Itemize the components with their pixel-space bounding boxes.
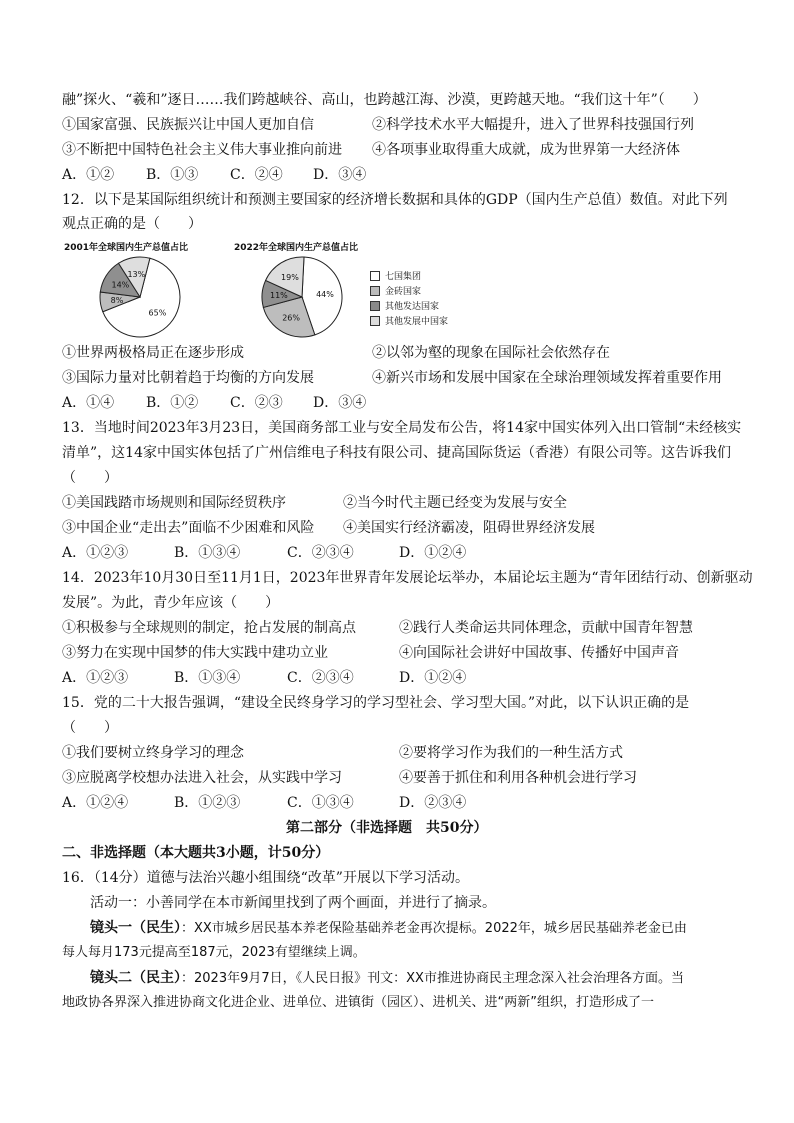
q12-option-1: ①世界两极格局正在逐步形成 [62, 345, 244, 361]
pie-label-developing: 19% [281, 273, 299, 283]
q13-stem-line3: （ ） [62, 470, 118, 486]
legend-swatch-brics [370, 286, 380, 296]
q14-option-3: ③努力在实现中国梦的伟大实践中建功立业 [62, 645, 328, 661]
pie-legend [370, 268, 448, 328]
chart-title-2001: 2001年全球国内生产总值占比 [64, 243, 189, 253]
shot-two-text: ：2023年9月7日，《人民日报》刊文：XX市推进协商民主理念深入社会治理各方面。当 [181, 971, 684, 986]
q14-answer-a: A．①②③ [62, 670, 129, 686]
q13-answer-a: A．①②③ [62, 545, 129, 561]
pie-label-developed: 14% [111, 280, 130, 290]
q15-option-4: ④要善于抓住和利用各种机会进行学习 [399, 770, 637, 786]
q11-answer-c: C．②④ [230, 167, 283, 183]
pie-label-brics: 26% [282, 313, 300, 323]
part-two-heading: 第二部分（非选择题 共50分） [286, 820, 488, 836]
q13-answer-d: D．①②④ [399, 545, 467, 561]
q15-option-1: ①我们要树立终身学习的理念 [62, 745, 244, 761]
shot-two [90, 968, 684, 989]
q13-option-2: ②当今时代主题已经变为发展与安全 [343, 495, 567, 511]
q11-option-2: ②科学技术水平大幅提升，进入了世界科技强国行列 [372, 117, 694, 133]
q14-answer-c: C．②③④ [287, 670, 354, 686]
q15-answer-b: B．①②③ [174, 795, 241, 811]
q15-stem-line1: 15．党的二十大报告强调，“建设全民终身学习的学习型社会、学习型大国。”对此，以下认识正确的是 [62, 695, 690, 711]
q11-option-3: ③不断把中国特色社会主义伟大事业推向前进 [62, 142, 342, 158]
pie-label-g7: 65% [148, 308, 167, 318]
q14-answer-b: B．①③④ [174, 670, 241, 686]
legend-item-developed [370, 298, 448, 313]
q15-answer-c: C．①③④ [287, 795, 354, 811]
q12-answer-b: B．①② [146, 395, 199, 411]
q12-option-2: ②以邻为壑的现象在国际社会依然存在 [372, 345, 610, 361]
q12-answer-a: A．①④ [62, 395, 115, 411]
q15-answer-a: A．①②④ [62, 795, 129, 811]
q12-option-3: ③国际力量对比朝着趋于均衡的方向发展 [62, 370, 314, 386]
pie-chart-2022 [252, 254, 352, 340]
q13-stem-line1: 13．当地时间2023年3月23日，美国商务部工业与安全局发布公告，将14家中国实体列入出口管制“未经核实 [62, 420, 742, 436]
q14-answer-d: D．①②④ [399, 670, 467, 686]
legend-label-brics: 金砖国家 [385, 287, 422, 297]
q13-answer-c: C．②③④ [287, 545, 354, 561]
pie-chart-2001 [90, 254, 190, 340]
q11-answer-d: D．③④ [313, 167, 367, 183]
legend-item-brics [370, 283, 448, 298]
q15-option-2: ②要将学习作为我们的一种生活方式 [399, 745, 623, 761]
q14-option-4: ④向国际社会讲好中国故事、传播好中国声音 [399, 645, 679, 661]
q11-answer-b: B．①③ [146, 167, 199, 183]
q13-option-1: ①美国践踏市场规则和国际经贸秩序 [62, 495, 286, 511]
legend-label-developed: 其他发达国家 [385, 302, 440, 312]
q13-stem-line2: 清单”，这14家中国实体包括了广州信维电子科技有限公司、捷高国际货运（香港）有限公司等。这告诉我们 [62, 445, 731, 461]
q12-stem-line1: 12．以下是某国际组织统计和预测主要国家的经济增长数据和具体的GDP（国内生产总值）数值。对此下列 [62, 192, 728, 208]
q11-option-1: ①国家富强、民族振兴让中国人更加自信 [62, 117, 314, 133]
legend-item-g7 [370, 268, 448, 283]
shot-one [90, 918, 687, 939]
q15-answer-d: D．②③④ [399, 795, 467, 811]
q11-option-4: ④各项事业取得重大成就，成为世界第一大经济体 [372, 142, 680, 158]
gdp-share-charts [62, 240, 502, 340]
q14-stem-line1: 14．2023年10月30日至11月1日，2023年世界青年发展论坛举办，本届论坛主题为“青年团结行动、创新驱动 [62, 570, 753, 586]
legend-swatch-developing [370, 316, 380, 326]
activity-one: 活动一：小善同学在本市新闻里找到了两个画面，并进行了摘录。 [90, 895, 496, 911]
legend-label-developing: 其他发展中国家 [385, 317, 449, 327]
legend-label-g7: 七国集团 [385, 272, 422, 282]
q14-stem-line2: 发展”。为此，青少年应该（ ） [62, 595, 280, 611]
shot-one-text: ：XX市城乡居民基本养老保险基础养老金再次提标。2022年，城乡居民基础养老金已由 [181, 921, 687, 936]
q11-stem-end: 融”探火、“羲和”逐日……我们跨越峡谷、高山，也跨越江海、沙漠，更跨越天地。“我们这十年”（ ） [62, 92, 707, 108]
shot-two-text-cont: 地政协各界深入推进协商文化进企业、进单位、进镇街（园区）、进机关、进“两新”组织，打造形成了一 [62, 995, 654, 1010]
shot-one-text-cont: 每人每月173元提高至187元，2023有望继续上调。 [62, 945, 366, 960]
shot-two-label: 镜头二（民主） [90, 970, 181, 986]
q15-stem-line2: （ ） [62, 720, 118, 736]
pie-label-brics: 8% [110, 295, 124, 305]
legend-item-developing [370, 313, 448, 328]
q14-option-1: ①积极参与全球规则的制定，抢占发展的制高点 [62, 620, 356, 636]
q15-option-3: ③应脱离学校想办法进入社会，从实践中学习 [62, 770, 342, 786]
q12-answer-c: C．②③ [230, 395, 283, 411]
pie-label-developed: 11% [269, 291, 288, 301]
pie-label-g7: 44% [316, 289, 334, 299]
legend-swatch-g7 [370, 271, 380, 281]
pie-label-developing: 13% [127, 270, 146, 280]
shot-one-label: 镜头一（民生） [90, 920, 181, 936]
section-two-heading: 二、非选择题（本大题共3小题，计50分） [62, 845, 330, 861]
q13-option-3: ③中国企业“走出去”面临不少困难和风险 [62, 520, 315, 536]
q16-stem: 16．（14分）道德与法治兴趣小组围绕“改革”开展以下学习活动。 [62, 870, 469, 886]
q13-answer-b: B．①③④ [174, 545, 241, 561]
legend-swatch-developed [370, 301, 380, 311]
chart-title-2022: 2022年全球国内生产总值占比 [234, 243, 359, 253]
q14-option-2: ②践行人类命运共同体理念，贡献中国青年智慧 [399, 620, 693, 636]
q11-answer-a: A．①② [62, 167, 115, 183]
q12-option-4: ④新兴市场和发展中国家在全球治理领域发挥着重要作用 [372, 370, 722, 386]
q12-answer-d: D．③④ [313, 395, 367, 411]
q13-option-4: ④美国实行经济霸凌，阻碍世界经济发展 [343, 520, 595, 536]
q12-stem-line2: 观点正确的是（ ） [62, 216, 202, 232]
